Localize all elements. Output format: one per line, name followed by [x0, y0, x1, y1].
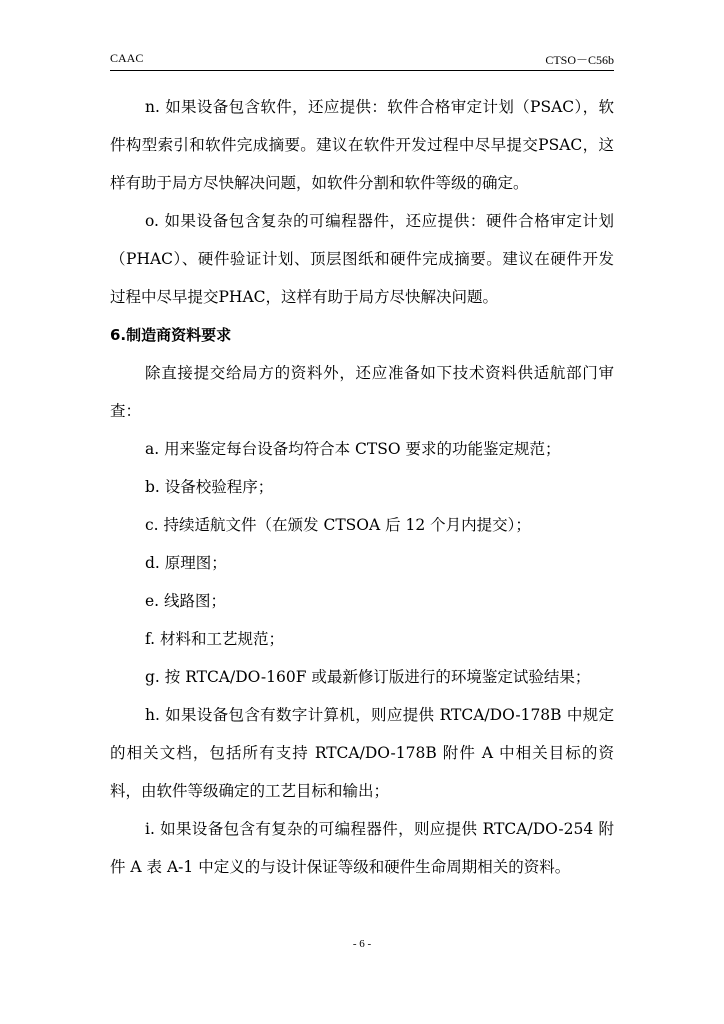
list-item-i: i. 如果设备包含有复杂的可编程器件，则应提供 RTCA/DO-254 附件 A 表 A-1 中定义的与设计保证等级和硬件生命周期相关的资料。 — [110, 820, 614, 876]
list-item-b: b. 设备校验程序； — [145, 478, 274, 496]
page-header — [110, 51, 614, 71]
document-body — [110, 88, 614, 886]
list-item-c: c. 持续适航文件（在颁发 CTSOA 后 12 个月内提交）； — [145, 516, 531, 534]
list-item-d: d. 原理图； — [145, 554, 227, 572]
list-item-a: a. 用来鉴定每台设备均符合本 CTSO 要求的功能鉴定规范； — [145, 440, 561, 458]
list-item-g: g. 按 RTCA/DO-160F 或最新修订版进行的环境鉴定试验结果； — [145, 668, 591, 686]
section-intro: 除直接提交给局方的资料外，还应准备如下技术资料供适航部门审查： — [110, 364, 614, 420]
header-doc-id: CTSO－C56b — [545, 53, 614, 67]
section-heading: 6.制造商资料要求 — [110, 326, 232, 344]
page-number: - 6 - — [352, 938, 372, 950]
list-item-e: e. 线路图； — [145, 592, 227, 610]
paragraph-o: o. 如果设备包含复杂的可编程器件，还应提供：硬件合格审定计划（PHAC）、硬件验证计划、顶层图纸和硬件完成摘要。建议在硬件开发过程中尽早提交PHAC，这样有助于局方尽快解决问题。 — [110, 212, 614, 306]
list-item-h: h. 如果设备包含有数字计算机，则应提供 RTCA/DO-178B 中规定的相关文档，包括所有支持 RTCA/DO-178B 附件 A 中相关目标的资料，由软件等级确定的工艺目标和输出； — [110, 706, 614, 800]
header-rule — [110, 70, 614, 71]
list-item-f: f. 材料和工艺规范； — [145, 630, 285, 648]
paragraph-n: n. 如果设备包含软件，还应提供：软件合格审定计划（PSAC），软件构型索引和软件完成摘要。建议在软件开发过程中尽早提交PSAC，这样有助于局方尽快解决问题，如软件分割和软件等级的确定。 — [110, 98, 614, 192]
header-org: CAAC — [110, 51, 144, 65]
